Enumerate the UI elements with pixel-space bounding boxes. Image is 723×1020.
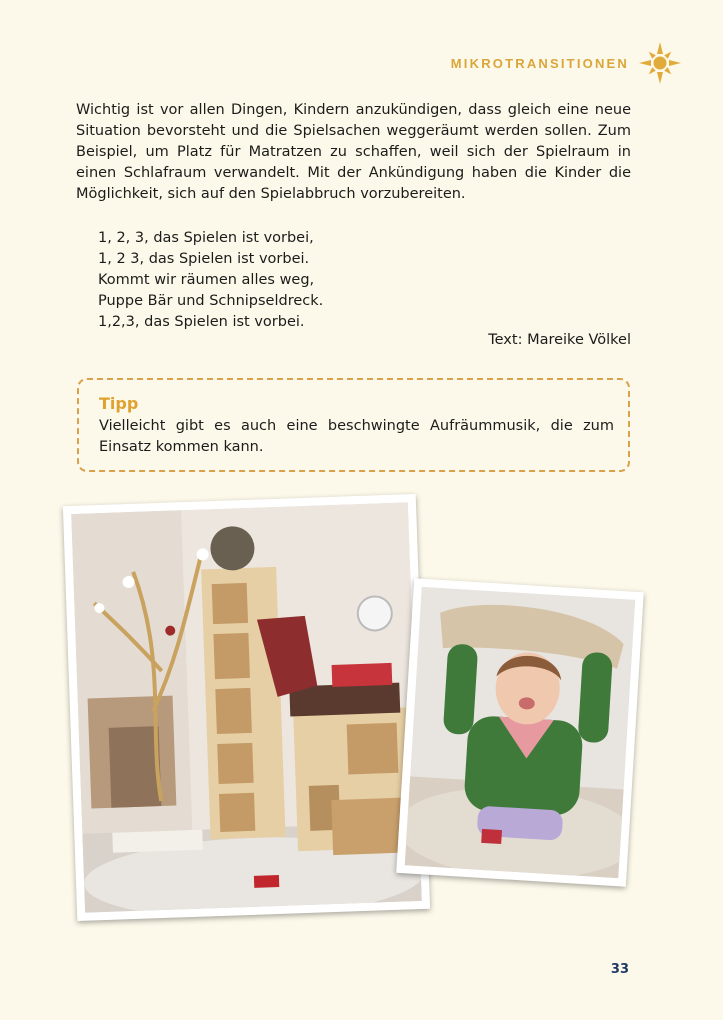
poem-line: 1,2,3, das Spielen ist vorbei.	[98, 314, 305, 330]
page-header	[451, 40, 683, 86]
intro-paragraph: Wichtig ist vor allen Dingen, Kindern anzukündigen, dass gleich eine neue Situation bevorsteht und die Spielsachen weggeräumt werden sollen. Zum Beispiel, um Platz für Matratzen zu schaffen, weil sich der Spielraum in einen Schlafraum verwandelt. Mit der Ankündigung haben die Kinder die Möglichkeit, sich auf den Spielabbruch vorzubereiten.	[76, 102, 631, 202]
section-title: MIKROTRANSITIONEN	[450, 55, 629, 71]
poem-line: 1, 2, 3, das Spielen ist vorbei,	[98, 230, 314, 246]
poem-line: Puppe Bär und Schnipseldreck.	[98, 293, 324, 309]
poem-line: 1, 2 3, das Spielen ist vorbei.	[98, 251, 310, 267]
tip-text: Vielleicht gibt es auch eine beschwingte Aufräummusik, die zum Einsatz kommen kann.	[99, 418, 614, 455]
toddler-with-pillow-photo	[396, 578, 644, 886]
poem	[98, 228, 323, 333]
tip-title: Tipp	[99, 394, 139, 413]
play-room-shelves-photo	[63, 494, 430, 921]
page-number: 33	[610, 962, 629, 977]
poem-credit: Text: Mareike Völkel	[488, 332, 631, 348]
poem-line: Kommt wir räumen alles weg,	[98, 272, 315, 288]
sun-icon	[637, 40, 683, 86]
tip-box	[77, 378, 630, 472]
